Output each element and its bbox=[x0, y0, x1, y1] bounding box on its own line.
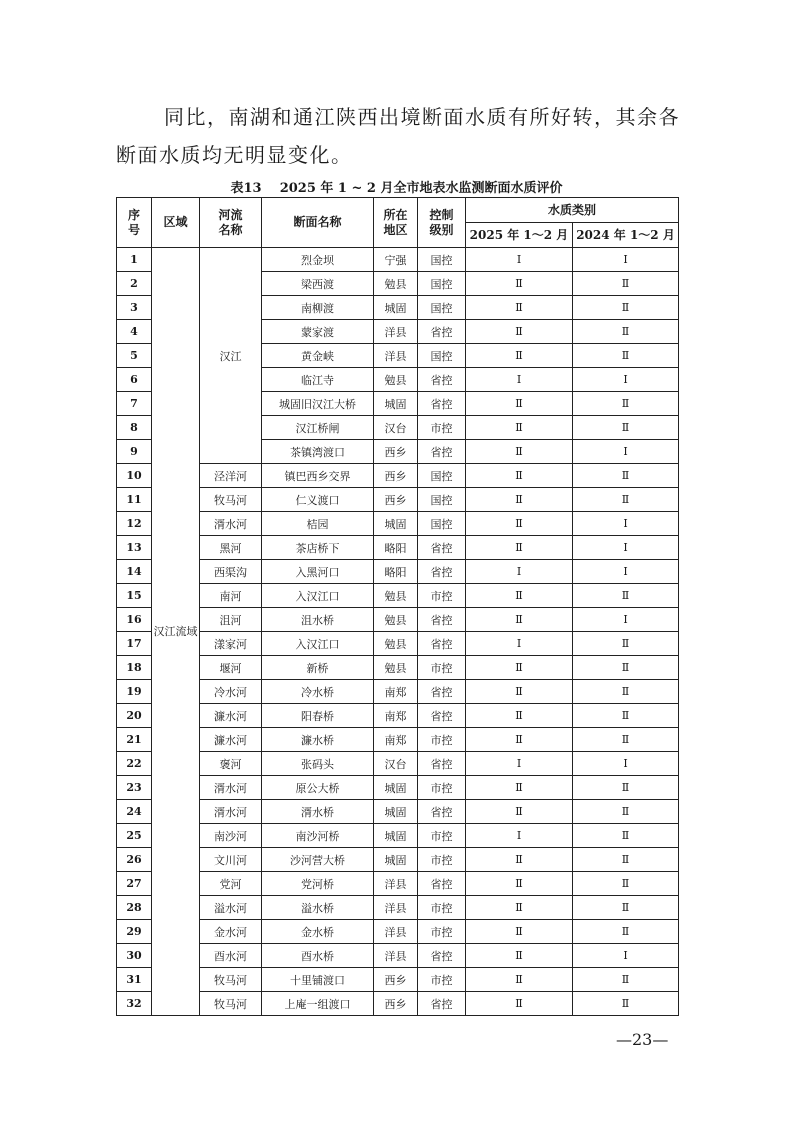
cell-river: 湑水河 bbox=[200, 776, 262, 800]
cell-seq: 12 bbox=[117, 512, 152, 536]
table-row bbox=[117, 704, 679, 728]
table-row bbox=[117, 968, 679, 992]
cell-quality-2024: Ⅱ bbox=[573, 584, 679, 608]
cell-area: 略阳 bbox=[374, 560, 418, 584]
cell-area: 西乡 bbox=[374, 992, 418, 1016]
cell-quality-2025: Ⅱ bbox=[466, 776, 573, 800]
cell-region: 汉江流域 bbox=[152, 248, 200, 1016]
cell-seq: 20 bbox=[117, 704, 152, 728]
cell-control: 省控 bbox=[418, 704, 466, 728]
cell-river: 湑水河 bbox=[200, 512, 262, 536]
cell-quality-2024: Ⅱ bbox=[573, 824, 679, 848]
cell-area: 汉台 bbox=[374, 416, 418, 440]
cell-seq: 31 bbox=[117, 968, 152, 992]
table-row bbox=[117, 848, 679, 872]
cell-river: 金水河 bbox=[200, 920, 262, 944]
cell-section: 蒙家渡 bbox=[262, 320, 374, 344]
cell-quality-2025: Ⅰ bbox=[466, 752, 573, 776]
cell-control: 省控 bbox=[418, 320, 466, 344]
cell-area: 洋县 bbox=[374, 944, 418, 968]
cell-seq: 18 bbox=[117, 656, 152, 680]
cell-section: 黄金峡 bbox=[262, 344, 374, 368]
cell-section: 入黑河口 bbox=[262, 560, 374, 584]
cell-river: 冷水河 bbox=[200, 680, 262, 704]
cell-seq: 22 bbox=[117, 752, 152, 776]
cell-area: 勉县 bbox=[374, 272, 418, 296]
cell-control: 市控 bbox=[418, 416, 466, 440]
cell-area: 勉县 bbox=[374, 584, 418, 608]
header-2024: 2024 年 1～2 月 bbox=[573, 223, 679, 248]
cell-river: 泾洋河 bbox=[200, 464, 262, 488]
cell-seq: 7 bbox=[117, 392, 152, 416]
cell-quality-2024: Ⅱ bbox=[573, 848, 679, 872]
table-row bbox=[117, 608, 679, 632]
cell-section: 酉水桥 bbox=[262, 944, 374, 968]
cell-river: 西渠沟 bbox=[200, 560, 262, 584]
cell-section: 入汉江口 bbox=[262, 632, 374, 656]
cell-control: 省控 bbox=[418, 992, 466, 1016]
header-section: 断面名称 bbox=[262, 198, 374, 248]
cell-seq: 25 bbox=[117, 824, 152, 848]
cell-quality-2024: Ⅱ bbox=[573, 344, 679, 368]
cell-river: 湑水河 bbox=[200, 800, 262, 824]
cell-quality-2024: Ⅱ bbox=[573, 416, 679, 440]
cell-quality-2025: Ⅰ bbox=[466, 368, 573, 392]
header-area: 所在地区 bbox=[374, 198, 418, 248]
cell-quality-2025: Ⅱ bbox=[466, 320, 573, 344]
cell-control: 省控 bbox=[418, 872, 466, 896]
cell-quality-2025: Ⅱ bbox=[466, 584, 573, 608]
cell-area: 南郑 bbox=[374, 728, 418, 752]
cell-section: 金水桥 bbox=[262, 920, 374, 944]
cell-area: 洋县 bbox=[374, 344, 418, 368]
cell-area: 南郑 bbox=[374, 704, 418, 728]
cell-quality-2024: Ⅱ bbox=[573, 800, 679, 824]
cell-quality-2025: Ⅱ bbox=[466, 896, 573, 920]
cell-quality-2025: Ⅱ bbox=[466, 608, 573, 632]
cell-seq: 19 bbox=[117, 680, 152, 704]
cell-seq: 28 bbox=[117, 896, 152, 920]
cell-river: 溢水河 bbox=[200, 896, 262, 920]
cell-control: 市控 bbox=[418, 584, 466, 608]
cell-area: 洋县 bbox=[374, 872, 418, 896]
cell-seq: 5 bbox=[117, 344, 152, 368]
table-body bbox=[117, 248, 679, 1016]
cell-seq: 24 bbox=[117, 800, 152, 824]
cell-section: 沙河营大桥 bbox=[262, 848, 374, 872]
cell-quality-2024: Ⅱ bbox=[573, 680, 679, 704]
cell-river: 南沙河 bbox=[200, 824, 262, 848]
cell-section: 上庵一组渡口 bbox=[262, 992, 374, 1016]
cell-quality-2025: Ⅱ bbox=[466, 296, 573, 320]
cell-quality-2024: Ⅱ bbox=[573, 488, 679, 512]
cell-area: 汉台 bbox=[374, 752, 418, 776]
cell-control: 省控 bbox=[418, 536, 466, 560]
cell-control: 省控 bbox=[418, 392, 466, 416]
cell-section: 新桥 bbox=[262, 656, 374, 680]
cell-seq: 27 bbox=[117, 872, 152, 896]
cell-quality-2024: Ⅰ bbox=[573, 440, 679, 464]
cell-quality-2024: Ⅱ bbox=[573, 296, 679, 320]
cell-seq: 23 bbox=[117, 776, 152, 800]
cell-quality-2025: Ⅱ bbox=[466, 488, 573, 512]
cell-quality-2024: Ⅱ bbox=[573, 704, 679, 728]
cell-control: 省控 bbox=[418, 944, 466, 968]
table-row bbox=[117, 248, 679, 272]
cell-quality-2024: Ⅱ bbox=[573, 464, 679, 488]
cell-area: 城固 bbox=[374, 296, 418, 320]
cell-area: 勉县 bbox=[374, 632, 418, 656]
cell-quality-2025: Ⅱ bbox=[466, 440, 573, 464]
cell-quality-2025: Ⅰ bbox=[466, 824, 573, 848]
cell-control: 省控 bbox=[418, 608, 466, 632]
water-quality-table bbox=[116, 197, 679, 1016]
cell-quality-2024: Ⅱ bbox=[573, 920, 679, 944]
cell-river: 牧马河 bbox=[200, 488, 262, 512]
cell-quality-2024: Ⅰ bbox=[573, 248, 679, 272]
cell-quality-2024: Ⅱ bbox=[573, 992, 679, 1016]
cell-seq: 16 bbox=[117, 608, 152, 632]
cell-area: 勉县 bbox=[374, 608, 418, 632]
cell-section: 溢水桥 bbox=[262, 896, 374, 920]
table-row bbox=[117, 872, 679, 896]
cell-control: 省控 bbox=[418, 560, 466, 584]
cell-area: 略阳 bbox=[374, 536, 418, 560]
cell-quality-2025: Ⅰ bbox=[466, 632, 573, 656]
header-2025: 2025 年 1～2 月 bbox=[466, 223, 573, 248]
cell-control: 市控 bbox=[418, 728, 466, 752]
cell-quality-2024: Ⅰ bbox=[573, 512, 679, 536]
cell-quality-2025: Ⅱ bbox=[466, 656, 573, 680]
table-row bbox=[117, 800, 679, 824]
cell-river: 黑河 bbox=[200, 536, 262, 560]
header-region: 区域 bbox=[152, 198, 200, 248]
cell-area: 西乡 bbox=[374, 968, 418, 992]
cell-quality-2025: Ⅱ bbox=[466, 800, 573, 824]
cell-river: 南河 bbox=[200, 584, 262, 608]
cell-seq: 8 bbox=[117, 416, 152, 440]
cell-section: 南柳渡 bbox=[262, 296, 374, 320]
cell-seq: 32 bbox=[117, 992, 152, 1016]
cell-quality-2025: Ⅱ bbox=[466, 536, 573, 560]
cell-control: 国控 bbox=[418, 272, 466, 296]
cell-control: 省控 bbox=[418, 800, 466, 824]
cell-seq: 29 bbox=[117, 920, 152, 944]
cell-control: 国控 bbox=[418, 344, 466, 368]
cell-section: 临江寺 bbox=[262, 368, 374, 392]
cell-control: 市控 bbox=[418, 848, 466, 872]
cell-river: 文川河 bbox=[200, 848, 262, 872]
table-row bbox=[117, 680, 679, 704]
cell-control: 省控 bbox=[418, 680, 466, 704]
cell-control: 国控 bbox=[418, 248, 466, 272]
cell-quality-2025: Ⅱ bbox=[466, 872, 573, 896]
cell-river: 堰河 bbox=[200, 656, 262, 680]
cell-control: 市控 bbox=[418, 824, 466, 848]
cell-seq: 11 bbox=[117, 488, 152, 512]
header-control: 控制级别 bbox=[418, 198, 466, 248]
cell-control: 国控 bbox=[418, 512, 466, 536]
cell-quality-2024: Ⅱ bbox=[573, 320, 679, 344]
table-row bbox=[117, 464, 679, 488]
cell-section: 十里铺渡口 bbox=[262, 968, 374, 992]
cell-control: 市控 bbox=[418, 776, 466, 800]
cell-area: 西乡 bbox=[374, 488, 418, 512]
cell-control: 省控 bbox=[418, 632, 466, 656]
cell-section: 党河桥 bbox=[262, 872, 374, 896]
cell-quality-2025: Ⅱ bbox=[466, 272, 573, 296]
cell-area: 勉县 bbox=[374, 656, 418, 680]
cell-quality-2024: Ⅱ bbox=[573, 632, 679, 656]
cell-quality-2024: Ⅱ bbox=[573, 392, 679, 416]
cell-seq: 2 bbox=[117, 272, 152, 296]
cell-quality-2025: Ⅱ bbox=[466, 344, 573, 368]
cell-quality-2024: Ⅰ bbox=[573, 944, 679, 968]
cell-quality-2024: Ⅱ bbox=[573, 272, 679, 296]
cell-quality-2025: Ⅱ bbox=[466, 968, 573, 992]
cell-seq: 26 bbox=[117, 848, 152, 872]
cell-quality-2025: Ⅱ bbox=[466, 512, 573, 536]
cell-area: 洋县 bbox=[374, 896, 418, 920]
cell-area: 勉县 bbox=[374, 368, 418, 392]
cell-area: 洋县 bbox=[374, 320, 418, 344]
cell-river: 酉水河 bbox=[200, 944, 262, 968]
table-row bbox=[117, 776, 679, 800]
cell-seq: 1 bbox=[117, 248, 152, 272]
cell-area: 城固 bbox=[374, 512, 418, 536]
cell-section: 入汉江口 bbox=[262, 584, 374, 608]
cell-quality-2025: Ⅱ bbox=[466, 848, 573, 872]
cell-section: 烈金坝 bbox=[262, 248, 374, 272]
intro-line-2: 断面水质均无明显变化。 bbox=[116, 143, 353, 167]
cell-section: 张码头 bbox=[262, 752, 374, 776]
cell-quality-2025: Ⅱ bbox=[466, 416, 573, 440]
intro-paragraph bbox=[116, 98, 696, 174]
cell-seq: 9 bbox=[117, 440, 152, 464]
cell-quality-2024: Ⅰ bbox=[573, 608, 679, 632]
cell-area: 城固 bbox=[374, 848, 418, 872]
cell-quality-2025: Ⅱ bbox=[466, 992, 573, 1016]
cell-quality-2025: Ⅱ bbox=[466, 704, 573, 728]
cell-section: 冷水桥 bbox=[262, 680, 374, 704]
header-seq: 序号 bbox=[117, 198, 152, 248]
cell-section: 湑水桥 bbox=[262, 800, 374, 824]
cell-quality-2024: Ⅰ bbox=[573, 752, 679, 776]
table-row bbox=[117, 656, 679, 680]
cell-quality-2025: Ⅰ bbox=[466, 248, 573, 272]
cell-river: 褒河 bbox=[200, 752, 262, 776]
cell-seq: 6 bbox=[117, 368, 152, 392]
cell-control: 市控 bbox=[418, 968, 466, 992]
cell-control: 省控 bbox=[418, 440, 466, 464]
cell-river: 沮河 bbox=[200, 608, 262, 632]
cell-river: 牧马河 bbox=[200, 992, 262, 1016]
cell-river: 漾家河 bbox=[200, 632, 262, 656]
cell-river: 牧马河 bbox=[200, 968, 262, 992]
cell-area: 宁强 bbox=[374, 248, 418, 272]
cell-quality-2024: Ⅱ bbox=[573, 728, 679, 752]
cell-section: 桔园 bbox=[262, 512, 374, 536]
cell-quality-2025: Ⅱ bbox=[466, 920, 573, 944]
cell-seq: 15 bbox=[117, 584, 152, 608]
table-row bbox=[117, 512, 679, 536]
cell-quality-2025: Ⅰ bbox=[466, 560, 573, 584]
cell-section: 阳春桥 bbox=[262, 704, 374, 728]
cell-quality-2024: Ⅰ bbox=[573, 560, 679, 584]
cell-quality-2024: Ⅱ bbox=[573, 872, 679, 896]
cell-seq: 30 bbox=[117, 944, 152, 968]
cell-section: 仁义渡口 bbox=[262, 488, 374, 512]
cell-section: 原公大桥 bbox=[262, 776, 374, 800]
cell-quality-2024: Ⅰ bbox=[573, 368, 679, 392]
cell-river-main: 汉江 bbox=[200, 248, 262, 464]
intro-line-1: 同比，南湖和通江陕西出境断面水质有所好转，其余各 bbox=[164, 105, 680, 129]
table-row bbox=[117, 488, 679, 512]
cell-quality-2024: Ⅱ bbox=[573, 896, 679, 920]
cell-quality-2025: Ⅱ bbox=[466, 680, 573, 704]
cell-seq: 17 bbox=[117, 632, 152, 656]
table-row bbox=[117, 728, 679, 752]
cell-control: 市控 bbox=[418, 896, 466, 920]
cell-quality-2024: Ⅰ bbox=[573, 536, 679, 560]
table-row bbox=[117, 824, 679, 848]
cell-quality-2025: Ⅱ bbox=[466, 392, 573, 416]
cell-section: 梁西渡 bbox=[262, 272, 374, 296]
cell-area: 洋县 bbox=[374, 920, 418, 944]
cell-seq: 3 bbox=[117, 296, 152, 320]
cell-control: 省控 bbox=[418, 752, 466, 776]
table-row bbox=[117, 944, 679, 968]
table-row bbox=[117, 752, 679, 776]
header-quality: 水质类别 bbox=[466, 198, 679, 223]
cell-quality-2024: Ⅱ bbox=[573, 656, 679, 680]
cell-quality-2025: Ⅱ bbox=[466, 464, 573, 488]
cell-section: 镇巴西乡交界 bbox=[262, 464, 374, 488]
table-row bbox=[117, 992, 679, 1016]
cell-area: 城固 bbox=[374, 776, 418, 800]
cell-area: 南郑 bbox=[374, 680, 418, 704]
cell-control: 国控 bbox=[418, 464, 466, 488]
cell-control: 国控 bbox=[418, 488, 466, 512]
table-row bbox=[117, 920, 679, 944]
cell-area: 城固 bbox=[374, 824, 418, 848]
cell-area: 西乡 bbox=[374, 464, 418, 488]
cell-control: 省控 bbox=[418, 368, 466, 392]
table-row bbox=[117, 584, 679, 608]
cell-section: 汉江桥闸 bbox=[262, 416, 374, 440]
cell-quality-2025: Ⅱ bbox=[466, 728, 573, 752]
cell-section: 濂水桥 bbox=[262, 728, 374, 752]
cell-river: 濂水河 bbox=[200, 704, 262, 728]
cell-area: 城固 bbox=[374, 800, 418, 824]
cell-section: 茶镇湾渡口 bbox=[262, 440, 374, 464]
cell-seq: 14 bbox=[117, 560, 152, 584]
cell-control: 市控 bbox=[418, 656, 466, 680]
cell-quality-2024: Ⅱ bbox=[573, 776, 679, 800]
cell-river: 濂水河 bbox=[200, 728, 262, 752]
cell-section: 沮水桥 bbox=[262, 608, 374, 632]
page-number: —23— bbox=[616, 1030, 669, 1049]
cell-section: 南沙河桥 bbox=[262, 824, 374, 848]
table-row bbox=[117, 896, 679, 920]
cell-area: 城固 bbox=[374, 392, 418, 416]
cell-seq: 13 bbox=[117, 536, 152, 560]
table-row bbox=[117, 632, 679, 656]
cell-control: 国控 bbox=[418, 296, 466, 320]
cell-section: 城固旧汉江大桥 bbox=[262, 392, 374, 416]
cell-seq: 10 bbox=[117, 464, 152, 488]
header-river: 河流名称 bbox=[200, 198, 262, 248]
cell-quality-2024: Ⅱ bbox=[573, 968, 679, 992]
cell-control: 市控 bbox=[418, 920, 466, 944]
cell-area: 西乡 bbox=[374, 440, 418, 464]
table-row bbox=[117, 536, 679, 560]
cell-river: 党河 bbox=[200, 872, 262, 896]
table-caption: 表13 2025 年 1 ~ 2 月全市地表水监测断面水质评价 bbox=[230, 181, 563, 196]
table-row bbox=[117, 560, 679, 584]
cell-quality-2025: Ⅱ bbox=[466, 944, 573, 968]
cell-seq: 21 bbox=[117, 728, 152, 752]
cell-section: 茶店桥下 bbox=[262, 536, 374, 560]
cell-seq: 4 bbox=[117, 320, 152, 344]
